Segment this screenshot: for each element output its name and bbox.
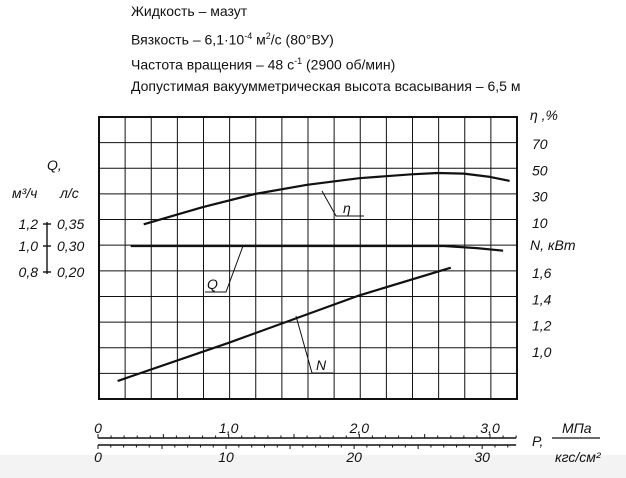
- rotation-rest: (2900 об/мин): [302, 56, 396, 73]
- q-axis-symbol: Q,: [47, 157, 62, 173]
- header-liquid: Жидкость – мазут: [131, 3, 248, 19]
- eta-tick-label: 70: [532, 136, 548, 152]
- eta-axis-label: η ,%: [530, 107, 558, 123]
- viscosity-unit-exponent: 2: [265, 31, 271, 41]
- q-tick-label-ls: 0,20: [57, 264, 85, 280]
- eta-tick-label: 10: [532, 215, 548, 231]
- label-power: N: [316, 357, 327, 373]
- x-tick-label-mpa: 1,0: [218, 420, 239, 436]
- x-tick-label-kgf: 20: [346, 449, 362, 465]
- leader-power: [296, 316, 333, 373]
- viscosity-exponent: -4: [244, 31, 253, 41]
- n-tick-label: 1,0: [532, 344, 552, 360]
- axes: [12, 107, 602, 465]
- viscosity-unit: м: [252, 31, 266, 48]
- n-axis-label: N, кВт: [530, 237, 576, 253]
- curves: [118, 173, 510, 381]
- x-tick-label-mpa: 2,0: [349, 420, 370, 436]
- q-tick-label-ls: 0,35: [57, 216, 85, 232]
- q-axis-unit-m3h: м³/ч: [12, 185, 38, 201]
- q-tick-label-m3h: 1,2: [18, 216, 38, 232]
- x-tick-label-kgf: 10: [218, 449, 234, 465]
- label-flow: Q: [207, 276, 218, 292]
- header-suction-height: Допустимая вакуумметрическая высота всасывания – 6,5 м: [131, 78, 521, 94]
- x-axis-symbol: P,: [532, 433, 544, 449]
- n-tick-label: 1,6: [532, 265, 552, 281]
- eta-tick-label: 30: [532, 188, 548, 205]
- curve-power: [118, 268, 451, 381]
- grid: [99, 117, 517, 399]
- curve-flow: [131, 246, 503, 251]
- x-tick-label-mpa: 0: [94, 420, 102, 436]
- viscosity-rest: /с (80°ВУ): [270, 31, 334, 48]
- rotation-exponent: -1: [294, 56, 303, 66]
- viscosity-text: Вязкость – 6,1·10: [131, 31, 245, 48]
- eta-tick-label: 50: [532, 162, 548, 179]
- x-axis-unit-kgf: кгс/см²: [555, 449, 601, 465]
- q-tick-label-ls: 0,30: [57, 238, 85, 254]
- rotation-text: Частота вращения – 48 с: [131, 56, 295, 73]
- q-tick-label-m3h: 1,0: [18, 238, 38, 254]
- n-tick-label: 1,4: [532, 291, 552, 308]
- q-axis-unit-ls: л/с: [60, 185, 79, 201]
- x-axis-unit-mpa: МПа: [562, 420, 592, 436]
- x-tick-label-kgf: 30: [474, 449, 490, 465]
- label-efficiency: η: [343, 200, 351, 216]
- x-tick-label-kgf: 0: [94, 449, 102, 465]
- x-tick-label-mpa: 3,0: [480, 420, 500, 436]
- q-tick-label-m3h: 0,8: [18, 264, 38, 280]
- n-tick-label: 1,2: [532, 317, 552, 334]
